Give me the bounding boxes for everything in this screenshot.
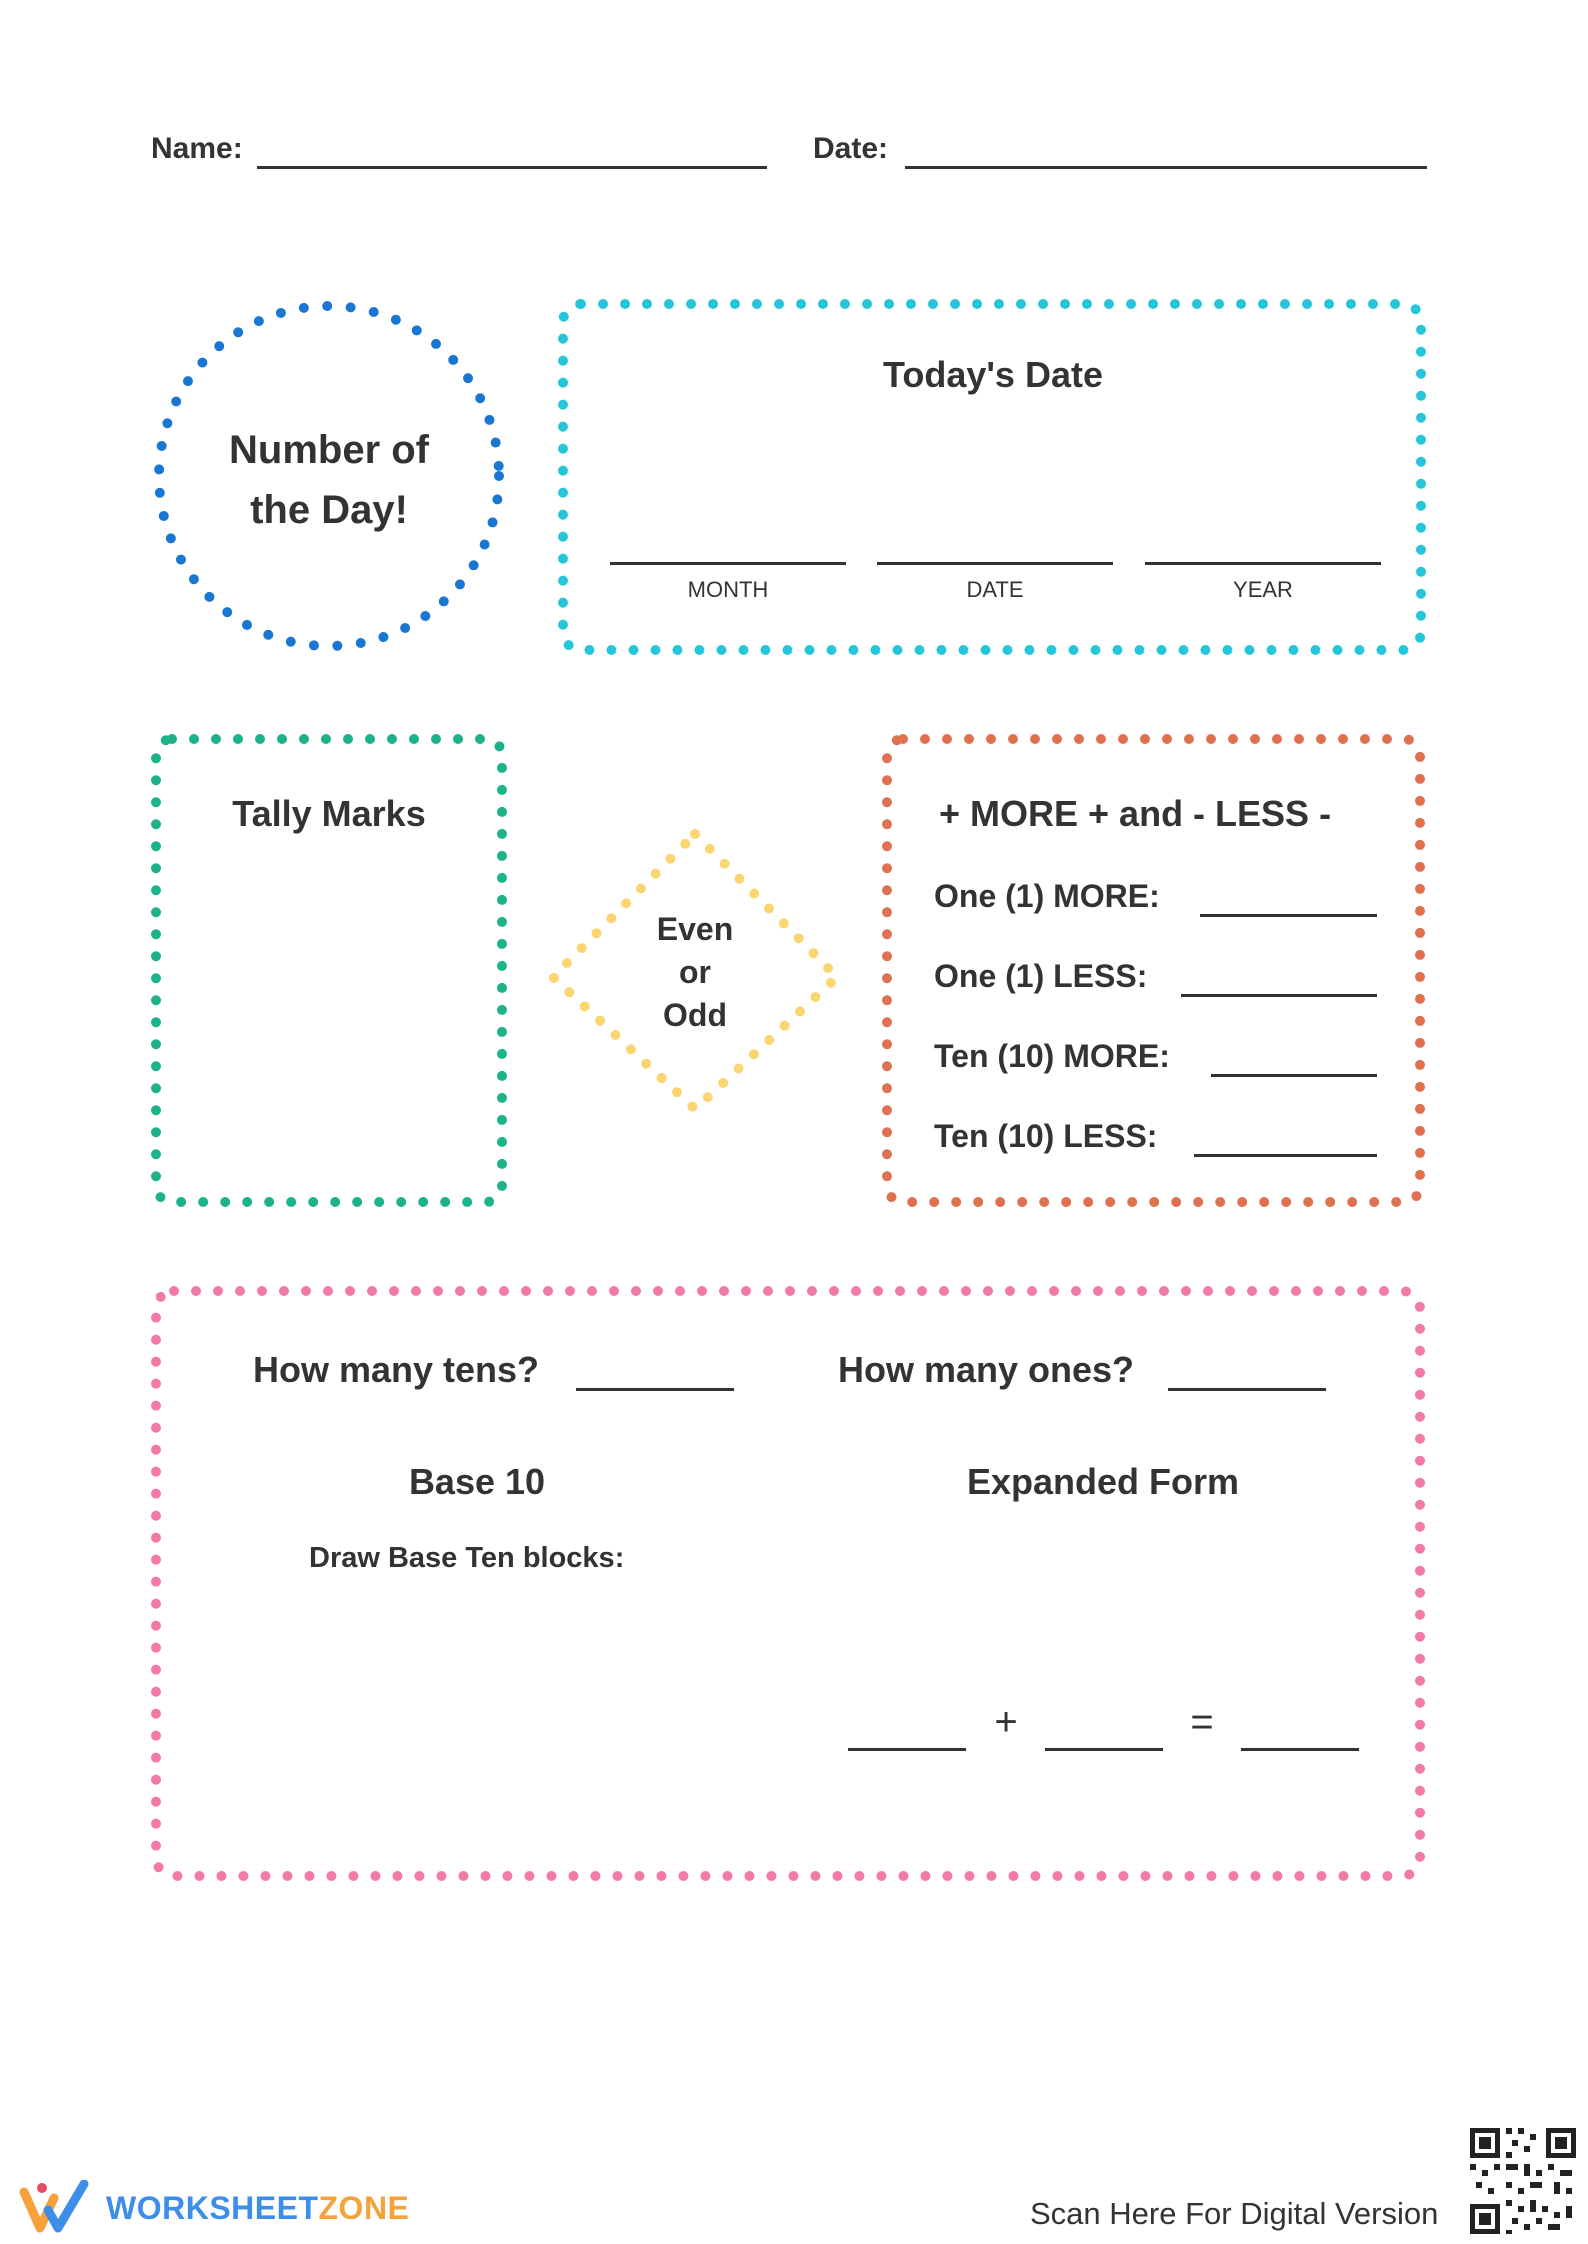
ones-question: How many ones? xyxy=(838,1349,1135,1390)
even-odd-title xyxy=(615,908,775,1037)
number-of-day-line1: Number of xyxy=(229,428,429,472)
month-line[interactable] xyxy=(610,562,846,565)
plus-sign: + xyxy=(994,1700,1018,1744)
scan-text: Scan Here For Digital Version xyxy=(1030,2196,1439,2231)
expanded-total-line[interactable] xyxy=(1241,1748,1359,1751)
ones-answer-line[interactable] xyxy=(1168,1388,1326,1391)
date-label: Date: xyxy=(813,132,889,165)
number-of-day-title xyxy=(179,420,479,540)
equals-sign: = xyxy=(1190,1700,1214,1744)
even-odd-line2: or xyxy=(679,954,711,990)
even-odd-line1: Even xyxy=(656,911,734,947)
tens-question: How many tens? xyxy=(253,1349,540,1390)
base10-drawing-area[interactable] xyxy=(240,1600,740,1840)
worksheetzone-logo-text xyxy=(106,2190,409,2227)
day-line[interactable] xyxy=(877,562,1113,565)
more-less-title: + MORE + and - LESS - xyxy=(939,793,1332,834)
ten-more-label: Ten (10) MORE: xyxy=(934,1038,1170,1074)
ten-more-line[interactable] xyxy=(1211,1074,1377,1077)
logo-text-part1: WORKSHEET xyxy=(106,2190,319,2226)
tens-answer-line[interactable] xyxy=(576,1388,734,1391)
expanded-form-title: Expanded Form xyxy=(966,1461,1240,1502)
base10-title: Base 10 xyxy=(408,1461,546,1502)
one-less-line[interactable] xyxy=(1181,994,1377,997)
qr-code-icon[interactable] xyxy=(1468,2126,1578,2236)
one-less-label: One (1) LESS: xyxy=(934,958,1148,994)
day-label: DATE xyxy=(966,577,1024,602)
expanded-ones-line[interactable] xyxy=(1045,1748,1163,1751)
base10-instruction: Draw Base Ten blocks: xyxy=(309,1542,625,1574)
year-line[interactable] xyxy=(1145,562,1381,565)
one-more-line[interactable] xyxy=(1200,914,1377,917)
ten-less-line[interactable] xyxy=(1194,1154,1377,1157)
even-odd-line3: Odd xyxy=(663,997,727,1033)
expanded-tens-line[interactable] xyxy=(848,1748,966,1751)
year-label: YEAR xyxy=(1233,577,1293,602)
one-more-label: One (1) MORE: xyxy=(934,878,1160,914)
name-label: Name: xyxy=(151,132,243,165)
number-of-day-line2: the Day! xyxy=(250,488,408,532)
tally-title: Tally Marks xyxy=(232,793,426,834)
month-label: MONTH xyxy=(687,577,769,602)
ten-less-label: Ten (10) LESS: xyxy=(934,1118,1158,1154)
tally-area[interactable] xyxy=(175,860,485,1180)
logo-text-part2: ZONE xyxy=(318,2190,410,2226)
worksheetzone-logo-icon xyxy=(18,2180,98,2236)
todays-date-title: Today's Date xyxy=(883,354,1103,395)
